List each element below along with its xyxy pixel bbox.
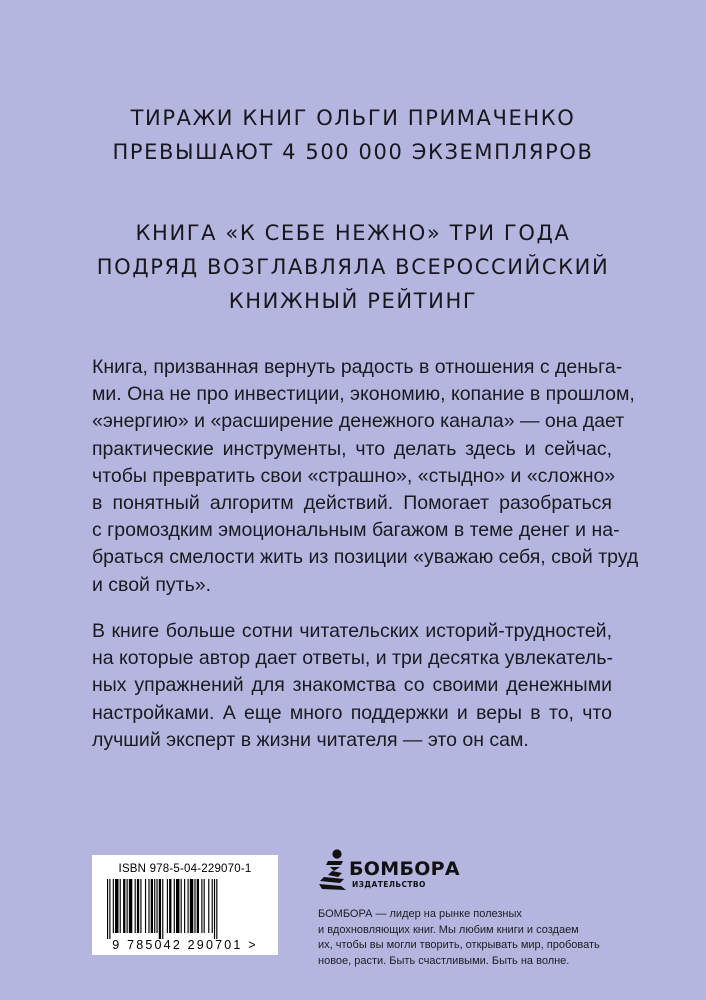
blurb-line: БОМБОРА — лидер на рынке полезных [318,908,522,920]
barcode-bars [101,879,269,939]
text-line: практические инструменты, что делать здесь и сейчас, [92,437,612,460]
headline-line: ПОДРЯД ВОЗГЛАВЛЯЛА ВСЕРОССИЙСКИЙ [96,255,610,279]
publisher-logo [318,848,458,898]
blurb-line: новое, расти. Быть счастливыми. Быть на волне. [318,955,570,968]
text-line: настройками. А еще много поддержки и веры в то, что [92,701,612,724]
text-line: на которые автор дает ответы, и три десятка увлекатель- [92,647,613,670]
isbn-barcode [92,855,278,955]
logo-subtitle: ИЗДАТЕЛЬСТВО [352,880,426,889]
text-line: В книге больше сотни читательских историй-трудностей, [92,620,612,642]
logo-name: БОМБОРА [349,858,460,880]
text-line: в понятный алгоритм действий. Помогает разобраться [92,492,612,515]
description-paragraph [92,354,639,599]
headline-rating [0,216,706,318]
blurb-line: их, чтобы вы могли творить, открывать мир, пробовать [318,939,600,952]
headline-line: ПРЕВЫШАЮТ 4 500 000 ЭКЗЕМПЛЯРОВ [112,140,594,164]
text-line: ных упражнений для знакомства со своими денежными [92,674,612,697]
headline-line: ТИРАЖИ КНИГ ОЛЬГИ ПРИМАЧЕНКО [130,106,576,130]
text-line: ми. Она не про инвестиции, экономию, копание в прошлом, [92,383,635,406]
text-line: браться смелости жить из позиции «уважаю себя, свой труд [92,546,639,569]
barcode-number: 9 785042 290701 > [112,938,258,952]
text-line: и свой путь». [92,573,212,596]
text-line: Книга, призванная вернуть радость в отношения с деньга- [92,356,623,378]
blurb-line: и вдохновляющих книг. Мы любим книги и создаем [318,923,579,936]
isbn-text: ISBN 978-5-04-229070-1 [118,863,252,875]
contents-paragraph [92,618,612,754]
publisher-blurb [318,907,614,970]
text-line: «энергию» и «расширение денежного канала» — она дает [92,410,625,433]
text-line: чтобы превратить свои «страшно», «стыдно» и «сложно» [92,464,616,487]
headline-line: КНИЖНЫЙ РЕЙТИНГ [228,289,478,313]
headline-line: КНИГА «К СЕБЕ НЕЖНО» ТРИ ГОДА [135,221,571,245]
bombora-mark-icon [318,848,348,894]
text-line: с громоздким эмоциональным багажом в теме денег и на- [92,519,620,542]
headline-print-run [0,101,706,169]
text-line: лучший эксперт в жизни читателя — это он сам. [92,728,529,751]
